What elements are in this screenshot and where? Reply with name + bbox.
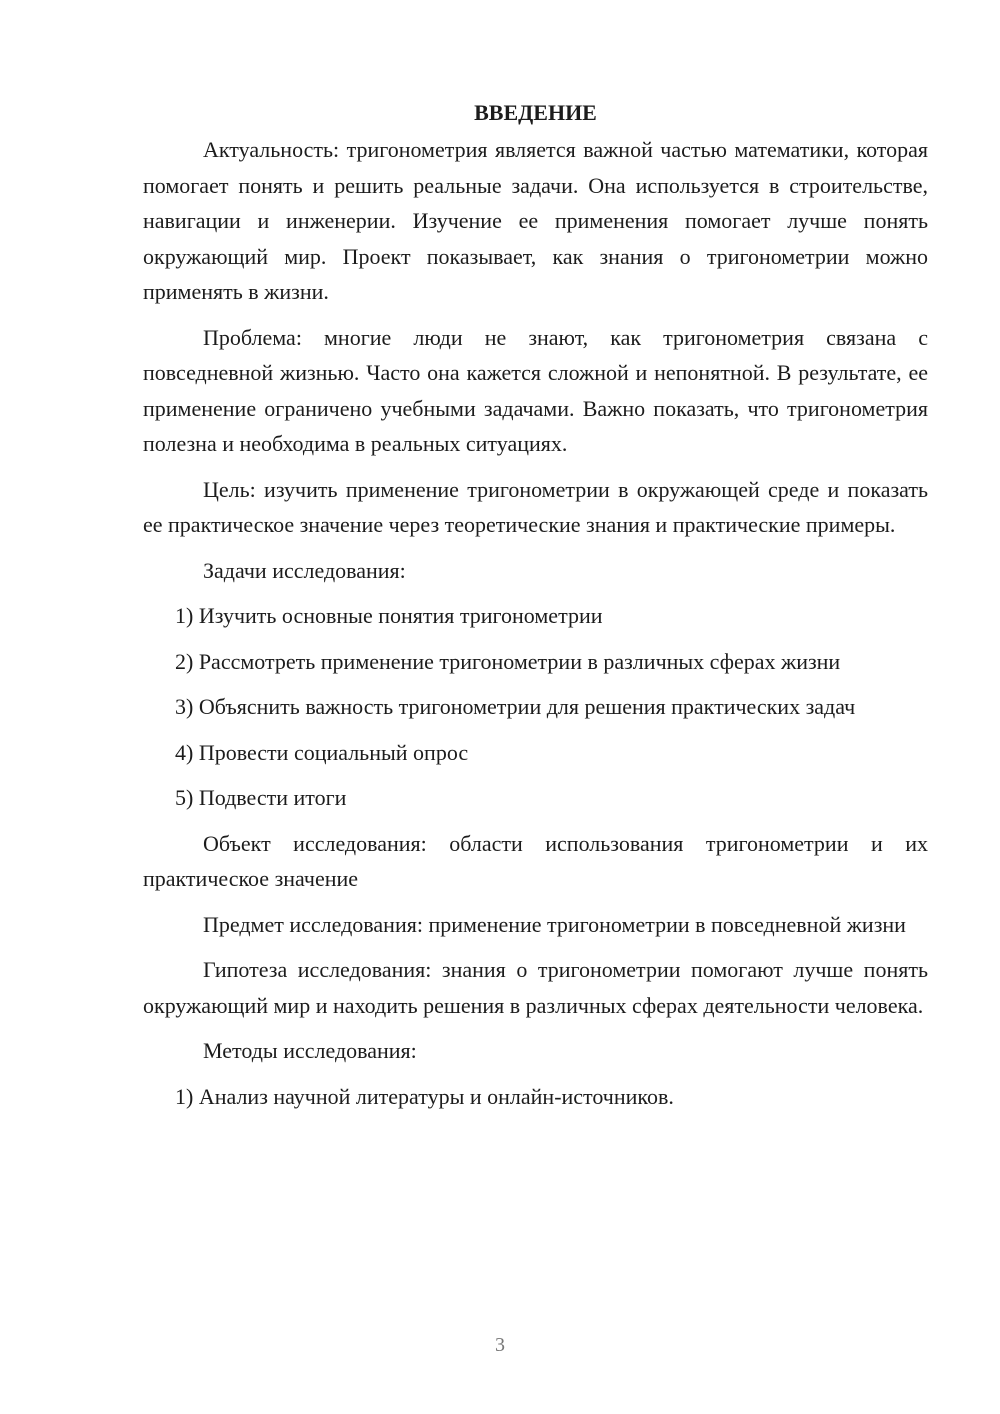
task-item: 5) Подвести итоги: [175, 785, 347, 810]
page-number: 3: [495, 1334, 505, 1356]
relevance-paragraph: Актуальность: тригонометрия является важной частью математики, которая помогает понять и решить реальные задачи. Она используется в строительстве, навигации и инженерии. Изучение ее применения помогает лучше понять окружающий мир. Проект показывает, как знания о тригонометрии можно применять в жизни.: [143, 137, 928, 304]
subject-paragraph: Предмет исследования: применение тригонометрии в повседневной жизни: [203, 911, 906, 937]
task-item: 1) Изучить основные понятия тригонометрии: [175, 603, 603, 628]
section-heading: ВВЕДЕНИЕ: [474, 100, 597, 125]
task-item: 2) Рассмотреть применение тригонометрии в различных сферах жизни: [175, 648, 841, 674]
method-item: 1) Анализ научной литературы и онлайн-источников.: [175, 1083, 674, 1109]
task-item: 4) Провести социальный опрос: [175, 739, 469, 765]
object-paragraph: Объект исследования: области использования тригонометрии и их практическое значение: [143, 830, 928, 891]
methods-title: Методы исследования:: [203, 1038, 417, 1063]
problem-paragraph: Проблема: многие люди не знают, как тригонометрия связана с повседневной жизнью. Часто она кажется сложной и непонятной. В результате, ее применение ограничено учебными задачами. Важно показать, что тригонометрия полезна и необходима в реальных ситуациях.: [143, 324, 928, 456]
page-content: [143, 95, 928, 1124]
task-item: 3) Объяснить важность тригонометрии для решения практических задач: [175, 694, 856, 719]
tasks-title: Задачи исследования:: [203, 557, 406, 583]
hypothesis-paragraph: Гипотеза исследования: знания о тригонометрии помогают лучше понять окружающий мир и находить решения в различных сферах деятельности человека.: [143, 957, 928, 1018]
goal-paragraph: Цель: изучить применение тригонометрии в окружающей среде и показать ее практическое значение через теоретические знания и практические примеры.: [143, 476, 928, 537]
